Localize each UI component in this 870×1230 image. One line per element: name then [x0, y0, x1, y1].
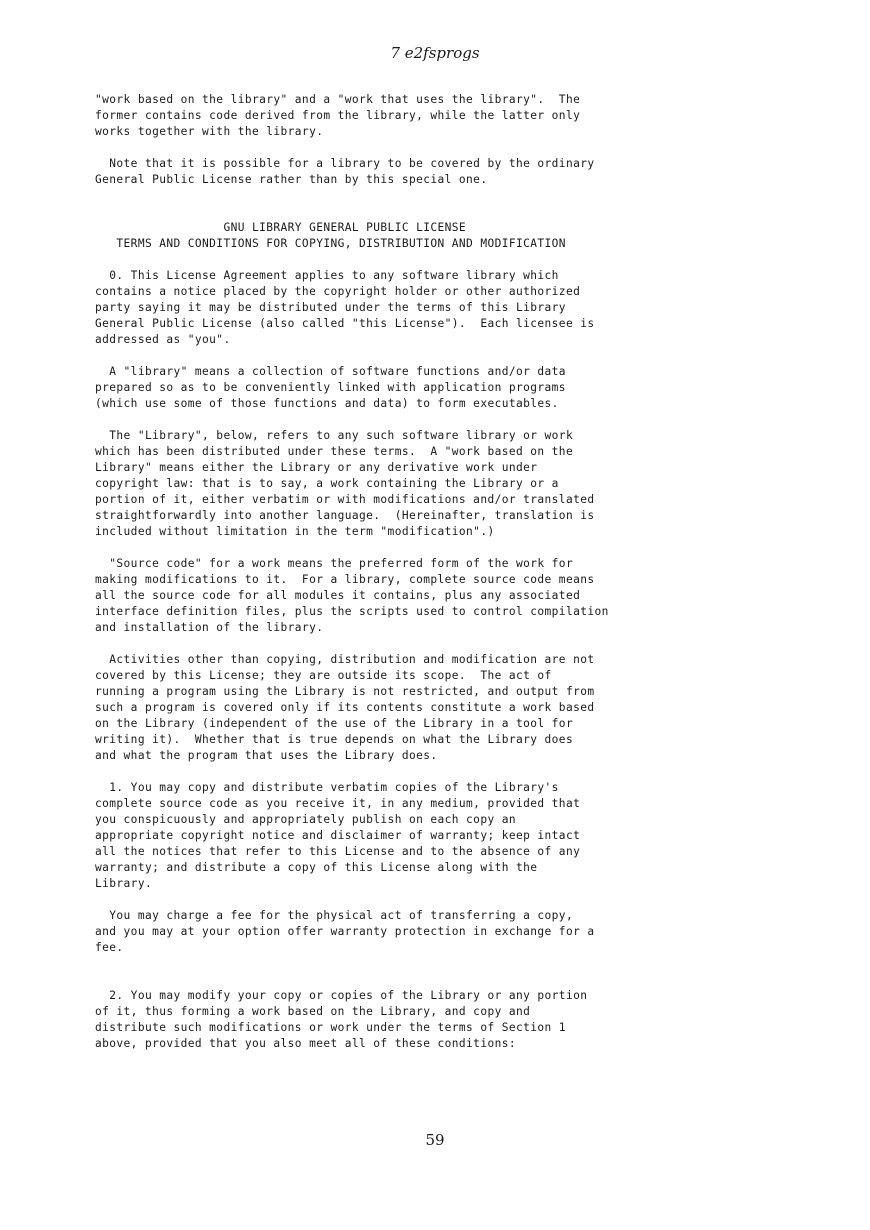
- page-header-chapter-title: 7 e2fsprogs: [390, 44, 480, 62]
- license-body-text: "work based on the library" and a "work that uses the library". The former contains code derived from the library, while the latter only works together with the library. Note that it is possible for a library to be covered by the ordinary General Public License rather than by this special one. GNU LIBRARY GENERAL PUBLIC LICENSE TERMS AND CONDITIONS FOR COPYING, DISTRIBUTION AND MODIFICATION 0. This License Agreement applies to any software library which contains a notice placed by the copyright holder or other authorized party saying it may be distributed under the terms of this Library General Public License (also called "this License"). Each licensee is addressed as "you". A "library" means a collection of software functions and/or data prepared so as to be conveniently linked with application programs (which use some of those functions and data) to form executables. The "Library", below, refers to any such software library or work which has been distributed under these terms. A "work based on the Library" means either the Library or any derivative work under copyright law: that is to say, a work containing the Library or a portion of it, either verbatim or with modifications and/or translated straightforwardly into another language. (Hereinafter, translation is included without limitation in the term "modification".) "Source code" for a work means the preferred form of the work for making modifications to it. For a library, complete source code means all the source code for all modules it contains, plus any associated interface definition files, plus the scripts used to control compilation and installation of the library. Activities other than copying, distribution and modification are not covered by this License; they are outside its scope. The act of running a program using the Library is not restricted, and output from such a program is covered only if its contents constitute a work based on the Library (independent of the use of the Library in a tool for writing it). Whether that is true depends on what the Library does and what the program that uses the Library does. 1. You may copy and distribute verbatim copies of the Library's complete source code as you receive it, in any medium, provided that you conspicuously and appropriately publish on each copy an appropriate copyright notice and disclaimer of warranty; keep intact all the notices that refer to this License and to the absence of any warranty; and distribute a copy of this License along with the Library. You may charge a fee for the physical act of transferring a copy, and you may at your option offer warranty protection in exchange for a fee. 2. You may modify your copy or copies of the Library or any portion of it, thus forming a work based on the Library, and copy and distribute such modifications or work under the terms of Section 1 above, provided that you also meet all of these conditions:: [95, 93, 609, 1050]
- page-number: 59: [425, 1131, 445, 1149]
